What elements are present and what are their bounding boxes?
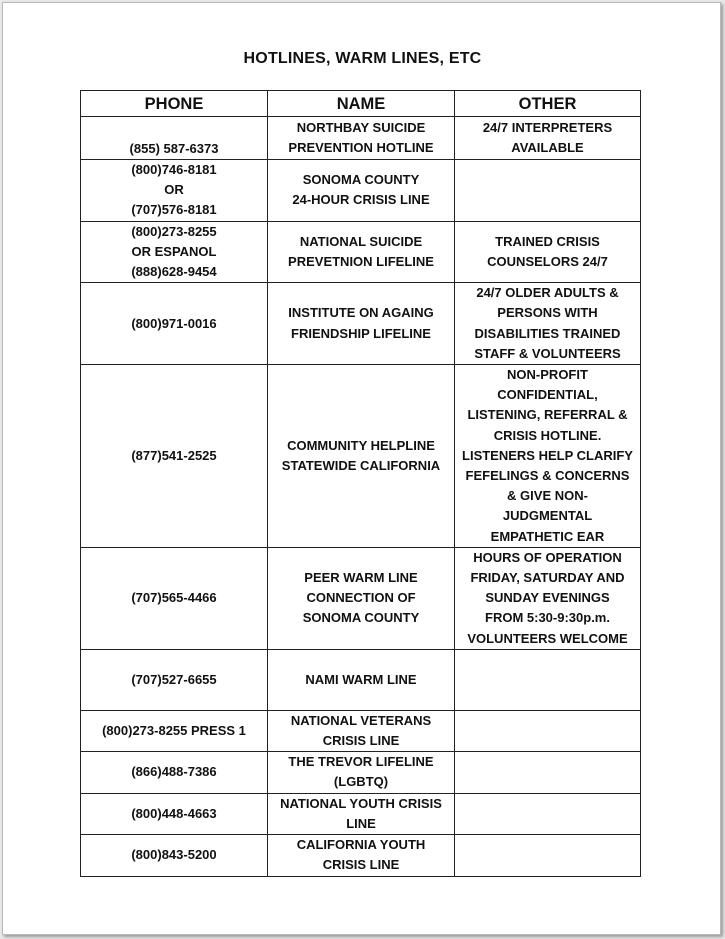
other-cell: 24/7 OLDER ADULTS & PERSONS WITH DISABILITIES TRAINED STAFF & VOLUNTEERS [455,283,641,365]
table-row [81,117,641,160]
phone-cell: (877)541-2525 [81,365,268,548]
other-cell [455,752,641,793]
phone-cell: (855) 587-6373 [81,117,268,160]
name-cell: THE TREVOR LIFELINE (LGBTQ) [268,752,455,793]
name-cell: NATIONAL VETERANS CRISIS LINE [268,710,455,751]
header-name: NAME [268,91,455,117]
phone-cell: (800)843-5200 [81,835,268,876]
name-cell: PEER WARM LINE CONNECTION OF SONOMA COUNTY [268,547,455,649]
phone-cell: (707)565-4466 [81,547,268,649]
page-title: HOTLINES, WARM LINES, ETC [243,50,482,67]
header-other: OTHER [455,91,641,117]
table-row [81,649,641,710]
header-phone: PHONE [81,91,268,117]
phone-cell: (800)746-8181 OR (707)576-8181 [81,160,268,222]
table-row [81,283,641,365]
table-row [81,710,641,751]
other-cell: NON-PROFIT CONFIDENTIAL, LISTENING, REFERRAL & CRISIS HOTLINE. LISTENERS HELP CLARIFY FEFELINGS & CONCERNS & GIVE NON- JUDGMENTAL EMPATHETIC EAR [455,365,641,548]
other-cell: HOURS OF OPERATION FRIDAY, SATURDAY AND SUNDAY EVENINGS FROM 5:30-9:30p.m. VOLUNTEERS WELCOME [455,547,641,649]
other-cell [455,793,641,834]
table-row [81,365,641,548]
name-cell: CALIFORNIA YOUTH CRISIS LINE [268,835,455,876]
other-cell [455,710,641,751]
name-cell: NORTHBAY SUICIDE PREVENTION HOTLINE [268,117,455,160]
name-cell: NATIONAL YOUTH CRISIS LINE [268,793,455,834]
table-row [81,752,641,793]
table-row [81,835,641,876]
phone-cell: (800)448-4663 [81,793,268,834]
table-row [81,221,641,283]
table-row [81,793,641,834]
other-cell: 24/7 INTERPRETERS AVAILABLE [455,117,641,160]
phone-cell: (866)488-7386 [81,752,268,793]
hotlines-table [80,90,641,877]
phone-cell: (800)273-8255 OR ESPANOL (888)628-9454 [81,221,268,283]
other-cell [455,649,641,710]
table-header-row [81,91,641,117]
name-cell: INSTITUTE ON AGAING FRIENDSHIP LIFELINE [268,283,455,365]
other-cell [455,160,641,222]
name-cell: SONOMA COUNTY 24-HOUR CRISIS LINE [268,160,455,222]
table-row [81,160,641,222]
phone-cell: (707)527-6655 [81,649,268,710]
phone-cell: (800)971-0016 [81,283,268,365]
phone-cell: (800)273-8255 PRESS 1 [81,710,268,751]
name-cell: NATIONAL SUICIDE PREVETNION LIFELINE [268,221,455,283]
other-cell: TRAINED CRISIS COUNSELORS 24/7 [455,221,641,283]
name-cell: COMMUNITY HELPLINE STATEWIDE CALIFORNIA [268,365,455,548]
table-row [81,547,641,649]
other-cell [455,835,641,876]
name-cell: NAMI WARM LINE [268,649,455,710]
